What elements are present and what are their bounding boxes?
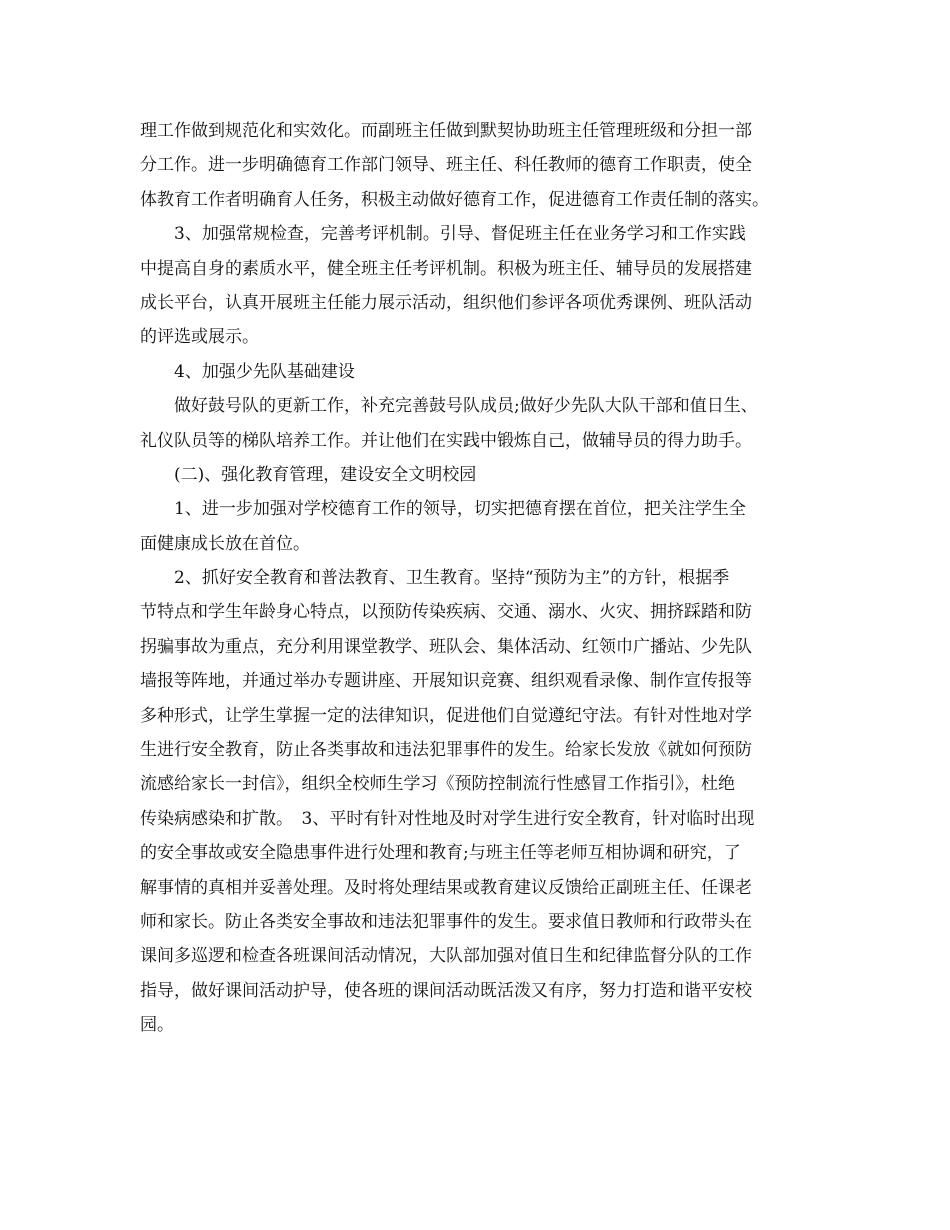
document-body: [140, 114, 830, 1043]
text-line: 指导，做好课间活动护导，使各班的课间活动既活泼又有序，努力打造和谐平安校: [140, 980, 752, 1001]
text-line: 分工作。进一步明确德育工作部门领导、班主任、科任教师的德育工作职责，使全: [140, 155, 752, 176]
text-line: 流感给家长一封信》，组织全校师生学习《预防控制流行性感冒工作指引》，杜绝: [140, 774, 735, 795]
text-line: 理工作做到规范化和实效化。而副班主任做到默契协助班主任管理班级和分担一部: [140, 121, 752, 141]
text-line: 拐骗事故为重点，充分利用课堂教学、班队会、集体活动、红领巾广播站、少先队: [140, 636, 752, 657]
section-heading: (二)、强化教育管理，建设安全文明校园: [140, 464, 477, 485]
text-line: 师和家长。防止各类安全事故和违法犯罪事件的发生。要求值日教师和行政带头在: [140, 911, 752, 932]
text-line: 节特点和学生年龄身心特点，以预防传染疾病、交通、溺水、火灾、拥挤踩踏和防: [140, 602, 752, 623]
text-line: 体教育工作者明确育人任务，积极主动做好德育工作，促进德育工作责任制的落实。: [140, 189, 769, 210]
text-line: 成长平台，认真开展班主任能力展示活动，组织他们参评各项优秀课例、班队活动: [140, 292, 752, 313]
text-line: 解事情的真相并妥善处理。及时将处理结果或教育建议反馈给正副班主任、任课老: [140, 877, 752, 898]
text-line: 中提高自身的素质水平，健全班主任考评机制。积极为班主任、辅导员的发展搭建: [140, 258, 752, 279]
text-line: 的安全事故或安全隐患事件进行处理和教育;与班主任等老师互相协调和研究，了: [140, 843, 741, 864]
text-line: 面健康成长放在首位。: [140, 533, 310, 554]
text-line: 做好鼓号队的更新工作，补充完善鼓号队成员;做好少先队大队干部和值日生、: [140, 396, 758, 417]
section-heading: 4、加强少先队基础建设: [140, 361, 355, 382]
text-line: 园。: [140, 1015, 174, 1036]
text-line: 传染病感染和扩散。 3、平时有针对性地及时对学生进行安全教育，针对临时出现: [140, 808, 755, 829]
text-line: 3、加强常规检查，完善考评机制。引导、督促班主任在业务学习和工作实践: [140, 224, 746, 245]
text-line: 的评选或展示。: [140, 327, 259, 348]
text-line: 多种形式，让学生掌握一定的法律知识，促进他们自觉遵纪守法。有针对性地对学: [140, 705, 752, 726]
text-line: 1、进一步加强对学校德育工作的领导，切实把德育摆在首位，把关注学生全: [140, 499, 746, 520]
text-line: 课间多巡逻和检查各班课间活动情况，大队部加强对值日生和纪律监督分队的工作: [140, 946, 752, 967]
text-line: 墙报等阵地，并通过举办专题讲座、开展知识竞赛、组织观看录像、制作宣传报等: [140, 671, 752, 692]
text-line: 生进行安全教育，防止各类事故和违法犯罪事件的发生。给家长发放《就如何预防: [140, 740, 752, 761]
text-line: 礼仪队员等的梯队培养工作。并让他们在实践中锻炼自己，做辅导员的得力助手。: [140, 430, 752, 451]
text-line: 2、抓好安全教育和普法教育、卫生教育。坚持“预防为主”的方针，根据季: [140, 568, 730, 589]
